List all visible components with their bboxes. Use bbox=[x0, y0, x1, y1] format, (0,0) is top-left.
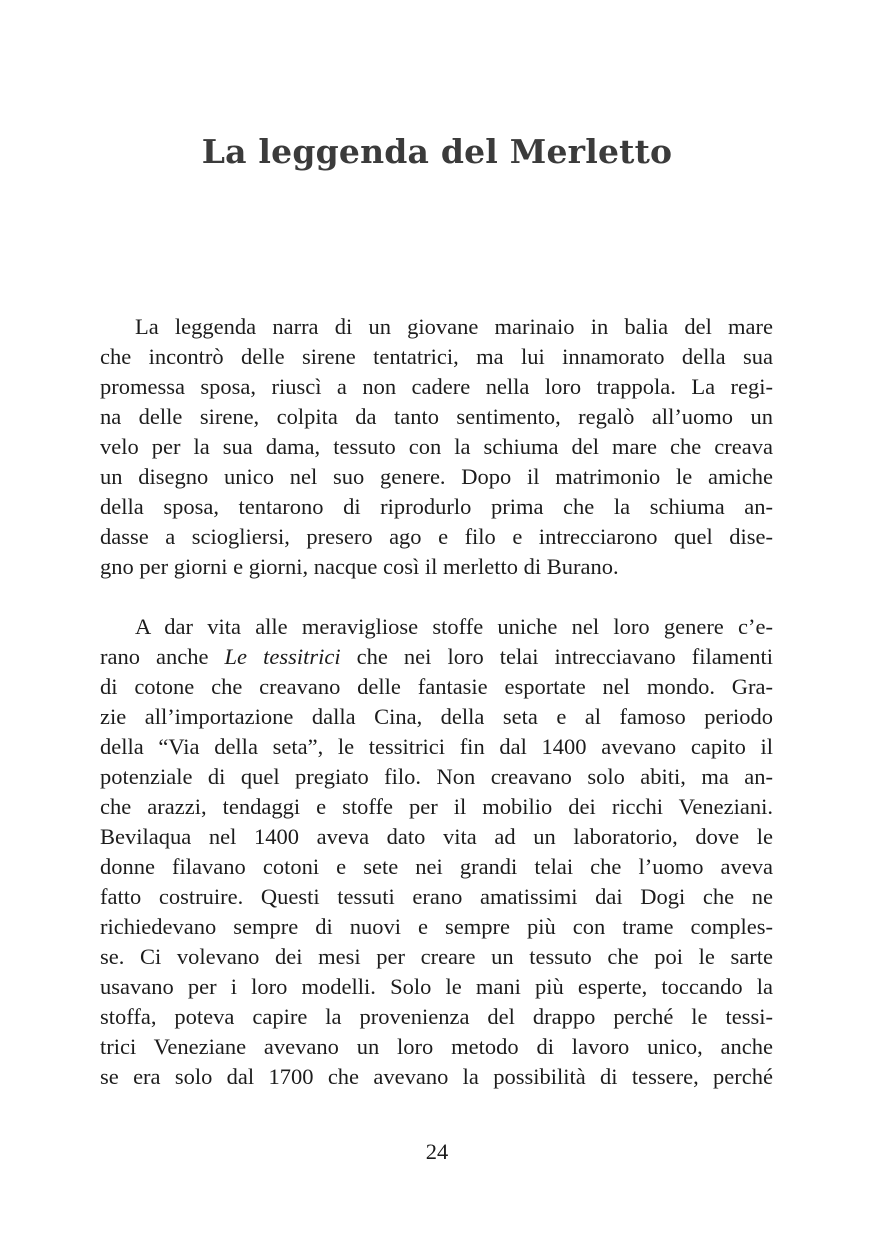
text-line: donne filavano cotoni e sete nei grandi telai che l’uomo aveva bbox=[100, 854, 773, 879]
text-line: na delle sirene, colpita da tanto sentimento, regalò all’uomo un bbox=[100, 404, 773, 429]
text-segment: rano anche bbox=[100, 644, 225, 669]
text-line: promessa sposa, riuscì a non cadere nella loro trappola. La regi- bbox=[100, 374, 773, 399]
text-line: trici Veneziane avevano un loro metodo di lavoro unico, anche bbox=[100, 1034, 773, 1059]
text-line: della “Via della seta”, le tessitrici fin dal 1400 avevano capito il bbox=[100, 734, 773, 759]
paragraph-2 bbox=[100, 612, 773, 1092]
text-line: usavano per i loro modelli. Solo le mani più esperte, toccando la bbox=[100, 974, 773, 999]
chapter-title: La leggenda del Merletto bbox=[201, 132, 673, 171]
text-line: della sposa, tentarono di riprodurlo prima che la schiuma an- bbox=[100, 494, 773, 519]
text-line: che arazzi, tendaggi e stoffe per il mobilio dei ricchi Veneziani. bbox=[100, 794, 773, 819]
page-number: 24 bbox=[425, 1139, 449, 1164]
text-line: richiedevano sempre di nuovi e sempre più con trame comples- bbox=[100, 914, 773, 939]
text-line: di cotone che creavano delle fantasie esportate nel mondo. Gra- bbox=[100, 674, 773, 699]
text-line: che incontrò delle sirene tentatrici, ma lui innamorato della sua bbox=[100, 344, 773, 369]
italic-term: Le tessitrici bbox=[224, 644, 341, 669]
text-line: potenziale di quel pregiato filo. Non creavano solo abiti, ma an- bbox=[100, 764, 773, 789]
text-line: stoffa, poteva capire la provenienza del drappo perché le tessi- bbox=[100, 1004, 773, 1029]
text-line: fatto costruire. Questi tessuti erano amatissimi dai Dogi che ne bbox=[100, 884, 773, 909]
paragraph-1 bbox=[100, 312, 773, 582]
text-line: dasse a sciogliersi, presero ago e filo e intrecciarono quel dise- bbox=[100, 524, 773, 549]
text-line: un disegno unico nel suo genere. Dopo il matrimonio le amiche bbox=[100, 464, 773, 489]
text-line: se era solo dal 1700 che avevano la possibilità di tessere, perché bbox=[100, 1064, 773, 1089]
text-line: velo per la sua dama, tessuto con la schiuma del mare che creava bbox=[100, 434, 773, 459]
text-line: zie all’importazione dalla Cina, della seta e al famoso periodo bbox=[100, 704, 773, 729]
text-line: se. Ci volevano dei mesi per creare un tessuto che poi le sarte bbox=[100, 944, 773, 969]
text-line: Bevilaqua nel 1400 aveva dato vita ad un laboratorio, dove le bbox=[100, 824, 773, 849]
text-line: La leggenda narra di un giovane marinaio in balia del mare bbox=[135, 314, 773, 339]
text-segment: che nei loro telai intrecciavano filamenti bbox=[340, 644, 773, 669]
text-line: A dar vita alle meravigliose stoffe uniche nel loro genere c’e- bbox=[135, 614, 773, 639]
text-line: gno per giorni e giorni, nacque così il merletto di Burano. bbox=[100, 554, 619, 579]
text-line-with-italic bbox=[100, 642, 773, 672]
